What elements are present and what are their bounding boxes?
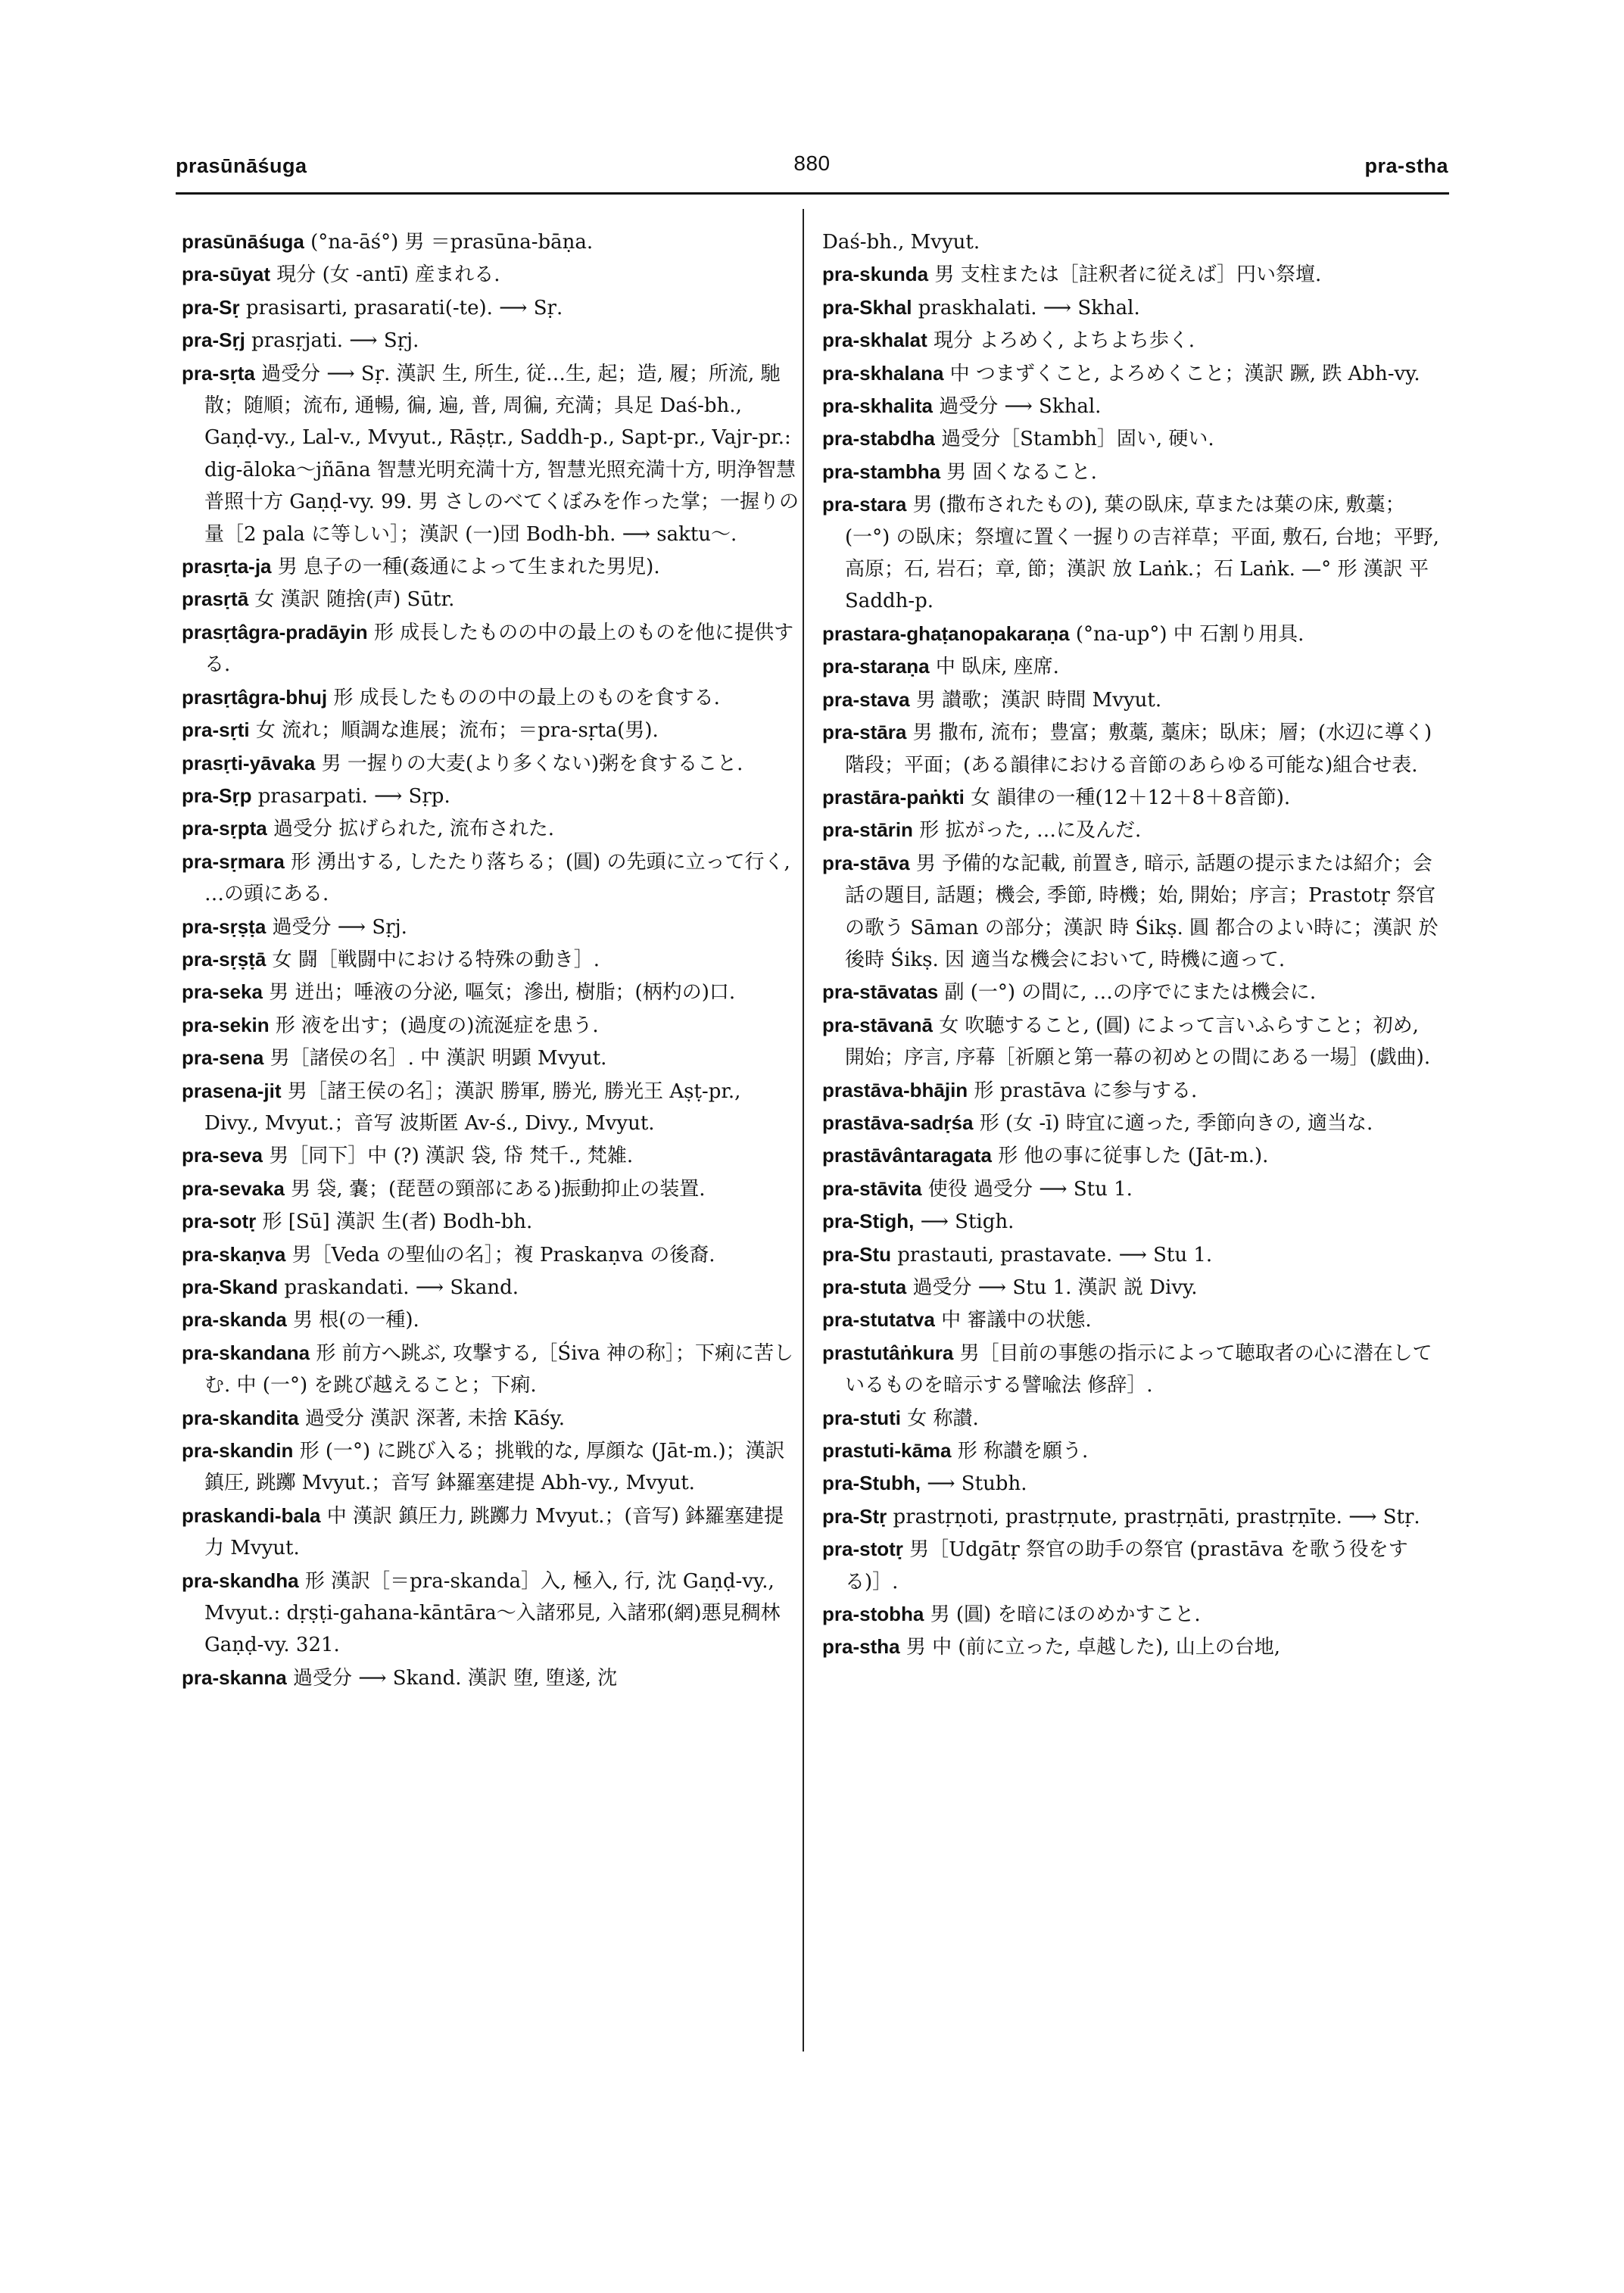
definition: prasisarti, prasarati(-te). ⟶ Sṛ. xyxy=(239,296,563,319)
definition: 形 拡がった, …に及んだ. xyxy=(912,819,1142,843)
headword: pra-stāvanā xyxy=(822,1013,933,1036)
definition: 男 袋, 嚢；(琵琶の頸部にある)振動抑止の装置. xyxy=(284,1177,706,1201)
dictionary-entry xyxy=(822,618,1440,650)
dictionary-entry xyxy=(822,1107,1440,1139)
headword: pra-Sṛj xyxy=(182,329,245,352)
dictionary-entry xyxy=(182,1238,800,1271)
definition: 男 (圓) を暗にほのめかすこと. xyxy=(924,1603,1201,1627)
dictionary-entry xyxy=(182,846,800,911)
headword: pra-Stu xyxy=(822,1242,891,1266)
headword: pra-stāvatas xyxy=(822,980,939,1004)
dictionary-entry xyxy=(822,814,1440,846)
definition: 女 闘［戦闘中における特殊の動き］. xyxy=(266,948,600,971)
definition: 形 [Sū] 漢訳 生(者) Bodh-bh. xyxy=(256,1210,533,1234)
header-right-guide-word: pra-stha xyxy=(1364,154,1448,177)
definition: 過受分 ⟶ Stu 1. 漢訳 説 Divy. xyxy=(906,1276,1198,1299)
headword: pra-Stṛ xyxy=(822,1504,887,1528)
headword: praskandi-bala xyxy=(182,1503,321,1527)
headword: pra-stobha xyxy=(822,1603,924,1626)
definition: 男 息子の一種(姦通によって生まれた男児). xyxy=(271,556,660,579)
definition: 女 漢訳 随捨(声) Sūtr. xyxy=(248,588,455,612)
headword: pra-Stubh, xyxy=(822,1472,921,1495)
headword: pra-skunda xyxy=(822,263,929,286)
definition: 過受分［Stambh］固い, 硬い. xyxy=(934,428,1214,451)
dictionary-entry xyxy=(822,456,1440,488)
headword: pra-sṛpta xyxy=(182,817,267,840)
dictionary-entry xyxy=(822,1271,1440,1304)
dictionary-entry xyxy=(182,1205,800,1238)
dictionary-entry xyxy=(182,714,800,746)
headword: prasṛtā xyxy=(182,587,249,611)
dictionary-entry xyxy=(822,1337,1440,1402)
dictionary-entry xyxy=(822,258,1440,291)
headword: pra-sṛṣṭā xyxy=(182,947,267,970)
dictionary-entry xyxy=(182,1139,800,1172)
dictionary-entry xyxy=(182,1075,800,1140)
definition: 男 一握りの大麦(より多くない)粥を食すること. xyxy=(315,752,743,775)
dictionary-entry xyxy=(182,583,800,615)
dictionary-entry xyxy=(822,357,1440,390)
headword: pra-skandin xyxy=(182,1439,294,1463)
definition: praskandati. ⟶ Skand. xyxy=(278,1276,519,1299)
definition: 現分 よろめく, よちよち歩く. xyxy=(927,329,1195,353)
definition: 男 迸出；唾液の分泌, 嘔気；滲出, 樹脂；(柄杓の)口. xyxy=(262,981,736,1005)
definition: 男 根(の一種). xyxy=(286,1309,419,1332)
headword: prastāva-bhājin xyxy=(822,1078,968,1101)
dictionary-entry xyxy=(822,1402,1440,1435)
definition: 中 漢訳 鎮圧力, 跳躑力 Mvyut.；(音写) 鉢羅塞建提力 Mvyut. xyxy=(204,1504,784,1560)
headword: pra-stuti xyxy=(822,1406,901,1429)
headword: pra-stabdha xyxy=(822,427,935,450)
definition: 形 前方へ跳ぶ, 攻撃する,［Śiva 神の称］；下痢に苦しむ. 中 (一°) を跳び越えること；下痢. xyxy=(204,1341,793,1397)
definition: 男 固くなること. xyxy=(940,460,1097,484)
headword: pra-skhalita xyxy=(822,394,933,418)
headword: prasena-jit xyxy=(182,1079,282,1102)
definition: 形 称讃を願う. xyxy=(951,1440,1089,1463)
dictionary-entry xyxy=(182,1337,800,1402)
headword: pra-Sṛ xyxy=(182,295,240,319)
right-column xyxy=(822,226,1440,1664)
definition: (°na-āś°) 男 ＝prasūna-bāṇa. xyxy=(304,231,594,254)
definition: 男 支柱または［註釈者に従えば］円い祭壇. xyxy=(928,263,1322,287)
headword: prastuti-kāma xyxy=(822,1439,952,1463)
dictionary-entry xyxy=(822,1598,1440,1631)
headword: pra-sṛta xyxy=(182,361,255,385)
definition: 形 成長したものの中の最上のものを食する. xyxy=(327,686,720,709)
dictionary-entry xyxy=(822,1238,1440,1271)
headword: pra-sūyat xyxy=(182,263,271,286)
definition: 過受分 ⟶ Skand. 漢訳 堕, 堕遂, 沈 xyxy=(286,1666,618,1690)
definition: 過受分 拡げられた, 流布された. xyxy=(267,818,555,841)
headword: pra-sekin xyxy=(182,1013,270,1036)
dictionary-entry xyxy=(822,390,1440,422)
dictionary-entry xyxy=(182,1173,800,1205)
dictionary-entry xyxy=(182,1042,800,1074)
dictionary-entry xyxy=(822,650,1440,683)
definition: 男［目前の事態の指示によって聴取者の心に潜在しているものを暗示する譬喩法 修辞］. xyxy=(845,1341,1432,1397)
dictionary-entry xyxy=(822,1500,1440,1533)
headword: pra-stutatva xyxy=(822,1308,935,1332)
definition: 形 漢訳［＝pra-skanda］入, 極入, 行, 沈 Gaṇḍ-vy., Mvyut.: dṛṣṭi-gahana-kāntāra～入諸邪見, 入諸邪(網)悪見稠林 Gaṇḍ-vy. 321. xyxy=(204,1569,781,1657)
headword: pra-sevaka xyxy=(182,1176,285,1200)
dictionary-entry xyxy=(182,812,800,845)
headword: pra-seva xyxy=(182,1144,263,1167)
definition: 副 (一°) の間に, …の序でにまたは機会に. xyxy=(938,981,1317,1005)
definition: 形 (一°) に跳び入る；挑戦的な, 厚顔な (Jāt-m.)；漢訳 鎮圧, 跳躑 Mvyut.；音写 鉢羅塞建提 Abh-vy., Mvyut. xyxy=(204,1440,785,1495)
definition: 中 審議中の状態. xyxy=(934,1309,1092,1332)
dictionary-entry xyxy=(182,324,800,357)
definition: prastṛṇoti, prastṛṇute, prastṛṇāti, prastṛṇīte. ⟶ Stṛ. xyxy=(887,1505,1420,1528)
headword: pra-stava xyxy=(822,687,910,711)
headword: pra-stha xyxy=(822,1635,900,1659)
definition: 男［Veda の聖仙の名］；複 Praskaṇva の後裔. xyxy=(285,1243,715,1266)
headword: prastara-ghaṭanopakaraṇa xyxy=(822,622,1070,645)
page-number: 880 xyxy=(793,151,831,175)
dictionary-entry xyxy=(182,1009,800,1042)
dictionary-entry xyxy=(822,847,1440,977)
dictionary-entry xyxy=(182,911,800,943)
left-column xyxy=(182,226,800,1694)
definition: 男 予備的な記載, 前置き, 暗示, 話題の提示または紹介；会話の題目, 話題；機会, 季節, 時機；始, 開始；序言；Prastotṛ 祭官の歌う Sāman の部分；漢訳 時 Śikṣ. 圓 都合のよい時に；漢訳 於後時 Śikṣ. 因 適当な機会において, 時機に適って. xyxy=(845,852,1439,971)
definition: 現分 (女 -antī) 産まれる. xyxy=(270,263,500,287)
definition: 過受分 ⟶ Sṛj. xyxy=(266,915,407,939)
dictionary-entry xyxy=(182,1662,800,1694)
headword: pra-skanna xyxy=(182,1665,287,1689)
definition: 男［諸王侯の名］；漢訳 勝軍, 勝光, 勝光王 Aṣṭ-pr., Divy., Mvyut.；音写 波斯匿 Av-ś., Divy., Mvyut. xyxy=(204,1080,741,1135)
dictionary-entry xyxy=(822,1205,1440,1238)
dictionary-entry xyxy=(182,1402,800,1435)
dictionary-entry xyxy=(822,488,1440,618)
headword: prastāva-sadṛśa xyxy=(822,1111,974,1134)
dictionary-entry xyxy=(822,1139,1440,1172)
dictionary-entry xyxy=(822,1435,1440,1467)
headword: pra-stāva xyxy=(822,851,910,874)
dictionary-entry xyxy=(182,747,800,780)
dictionary-entry xyxy=(822,324,1440,357)
definition: 形 他の事に従事した (Jāt-m.). xyxy=(992,1145,1269,1168)
definition: 女 吹聴すること, (圓) によって言いふらすこと；初め, 開始；序言, 序幕［祈願と第一幕の初めとの間にある一場］(戯曲). xyxy=(845,1014,1431,1070)
headword: pra-Stigh, xyxy=(822,1210,915,1233)
headword: pra-skaṇva xyxy=(182,1242,286,1266)
definition: 過受分 漢訳 深著, 未捨 Kāśy. xyxy=(298,1407,565,1430)
headword: pra-skandana xyxy=(182,1341,310,1364)
dictionary-entry xyxy=(182,976,800,1008)
definition: 形 成長したものの中の最上のものを他に提供する. xyxy=(204,621,794,677)
definition: 形 prastāva に参与する. xyxy=(968,1079,1198,1102)
headword: prasṛta-ja xyxy=(182,555,272,578)
definition: 中 臥床, 座席. xyxy=(929,656,1059,679)
column-divider xyxy=(803,209,804,2052)
headword: pra-skhalat xyxy=(822,329,927,352)
definition: ⟶ Stigh. xyxy=(914,1210,1015,1234)
definition: 女 称讃. xyxy=(901,1407,979,1430)
dictionary-entry xyxy=(182,681,800,714)
dictionary-entry xyxy=(182,1500,800,1565)
definition: 形 湧出する, したたり落ちる；(圓) の先頭に立って行く, …の頭にある. xyxy=(204,850,790,906)
headword: pra-stuta xyxy=(822,1276,907,1298)
definition: 形 液を出す；(過度の)流涎症を患う. xyxy=(269,1014,599,1037)
dictionary-entry xyxy=(822,422,1440,455)
dictionary-entry xyxy=(182,1565,800,1662)
headword: prastutâṅkura xyxy=(822,1341,954,1364)
dictionary-entry xyxy=(822,1533,1440,1598)
headword: prasūnāśuga xyxy=(182,230,304,253)
headword: prastāra-paṅkti xyxy=(822,785,965,808)
header-left-guide-word: prasūnāśuga xyxy=(176,154,307,177)
dictionary-entry xyxy=(182,226,800,258)
definition: 男［諸侯の名］. 中 漢訳 明顕 Mvyut. xyxy=(263,1047,607,1070)
definition: prasarpati. ⟶ Sṛp. xyxy=(251,784,450,808)
definition: 形 (女 -ī) 時宜に適った, 季節向きの, 適当な. xyxy=(973,1111,1373,1135)
dictionary-entry xyxy=(822,291,1440,324)
definition: 男 讃歌；漢訳 時間 Mvyut. xyxy=(909,688,1162,712)
headword: pra-Sṛp xyxy=(182,784,252,807)
definition: 過受分 ⟶ Sṛ. 漢訳 生, 所生, 従…生, 起；造, 履；所流, 馳散；随順；流布, 通暢, 徧, 遍, 普, 周徧, 充満；具足 Daś-bh., Gaṇḍ-vy., Lal-v., Mvyut., Rāṣṭr., Saddh-p., Sapt-pr., Vajr-pr.: dig-āloka～jñāna 智慧光明充満十方, 智慧光照充満十方, 明浄智慧普照十方 Gaṇḍ-vy. 99. 男 さしのべてくぼみを作った掌；一握りの量［2 pala に等しい］；漢訳 (一)団 Bodh-bh. ⟶ saktu～. xyxy=(204,362,800,546)
definition: 中 つまずくこと, よろめくこと；漢訳 蹶, 跌 Abh-vy. xyxy=(943,362,1420,385)
headword: pra-skandita xyxy=(182,1406,299,1429)
definition: (°na-up°) 中 石割り用具. xyxy=(1069,622,1304,646)
dictionary-entry xyxy=(822,1631,1440,1663)
definition: 過受分 ⟶ Skhal. xyxy=(932,395,1102,419)
dictionary-entry xyxy=(822,716,1440,781)
headword: pra-stāvita xyxy=(822,1176,922,1200)
headword: prastāvântaragata xyxy=(822,1144,992,1167)
definition: ⟶ Stubh. xyxy=(921,1472,1027,1496)
dictionary-entry xyxy=(182,357,800,550)
dictionary-entry xyxy=(822,226,1440,258)
definition: 使役 過受分 ⟶ Stu 1. xyxy=(921,1177,1133,1201)
dictionary-entry xyxy=(182,780,800,812)
headword: pra-Skhal xyxy=(822,295,912,319)
dictionary-entry xyxy=(822,976,1440,1008)
headword: pra-stambha xyxy=(822,460,941,483)
headword: pra-seka xyxy=(182,980,263,1004)
definition: 男［Udgātṛ 祭官の助手の祭官 (prastāva を歌う役をする)］. xyxy=(845,1538,1408,1594)
headword: pra-Skand xyxy=(182,1276,279,1298)
headword: prasṛti-yāvaka xyxy=(182,751,316,774)
headword: pra-sṛmara xyxy=(182,849,285,873)
definition: 男［同下］中 (?) 漢訳 袋, 帒 梵千., 梵雑. xyxy=(262,1145,634,1168)
dictionary-entry xyxy=(822,1009,1440,1074)
definition: 女 流れ；順調な進展；流布；＝pra-sṛta(男). xyxy=(249,719,659,743)
dictionary-entry xyxy=(182,616,800,681)
headword: pra-sṛti xyxy=(182,718,250,742)
header-rule xyxy=(176,192,1449,195)
definition: prasṛjati. ⟶ Sṛj. xyxy=(245,329,419,353)
dictionary-entry xyxy=(182,291,800,324)
definition: 男 中 (前に立った, 卓越した), 山上の台地, xyxy=(899,1636,1280,1659)
definition: 男 (撒布されたもの), 葉の臥床, 草または葉の床, 敷藁；(一°) の臥床；祭壇に置く一握りの吉祥草；平面, 敷石, 台地；平野, 高原；石, 岩石；章, 節；漢訳 放 Laṅk.；石 Laṅk. —° 形 漢訳 平 Saddh-p. xyxy=(845,494,1439,613)
headword: pra-sotṛ xyxy=(182,1210,257,1233)
dictionary-entry xyxy=(822,781,1440,814)
dictionary-entry xyxy=(822,1304,1440,1336)
headword: pra-stāra xyxy=(822,721,907,744)
headword: prasṛtâgra-bhuj xyxy=(182,685,328,709)
definition: 男 撒布, 流布；豊富；敷藁, 藁床；臥床；層；(水辺に導く)階段；平面；(ある韻律における音節のあらゆる可能な)組合せ表. xyxy=(845,721,1432,777)
dictionary-entry xyxy=(182,1435,800,1500)
headword: pra-sṛṣṭa xyxy=(182,914,267,938)
dictionary-entry xyxy=(822,1173,1440,1205)
headword: pra-stara xyxy=(822,493,907,516)
definition: Daś-bh., Mvyut. xyxy=(822,231,980,254)
headword: pra-staraṇa xyxy=(822,655,930,678)
definition: praskhalati. ⟶ Skhal. xyxy=(912,296,1140,319)
dictionary-entry xyxy=(182,550,800,583)
headword: pra-skhalana xyxy=(822,361,944,385)
definition: 女 韻律の一種(12＋12＋8＋8音節). xyxy=(964,786,1291,809)
dictionary-entry xyxy=(182,943,800,976)
dictionary-entry xyxy=(822,1467,1440,1500)
headword: pra-stotṛ xyxy=(822,1537,903,1561)
headword: pra-skanda xyxy=(182,1308,287,1332)
definition: prastauti, prastavate. ⟶ Stu 1. xyxy=(891,1243,1213,1266)
headword: pra-skandha xyxy=(182,1569,299,1592)
headword: prasṛtâgra-pradāyin xyxy=(182,620,368,643)
dictionary-entry xyxy=(182,258,800,291)
headword: pra-stārin xyxy=(822,818,913,842)
headword: pra-sena xyxy=(182,1046,264,1070)
dictionary-entry xyxy=(182,1304,800,1336)
dictionary-entry xyxy=(182,1271,800,1304)
dictionary-entry xyxy=(822,1074,1440,1107)
dictionary-entry xyxy=(822,684,1440,716)
